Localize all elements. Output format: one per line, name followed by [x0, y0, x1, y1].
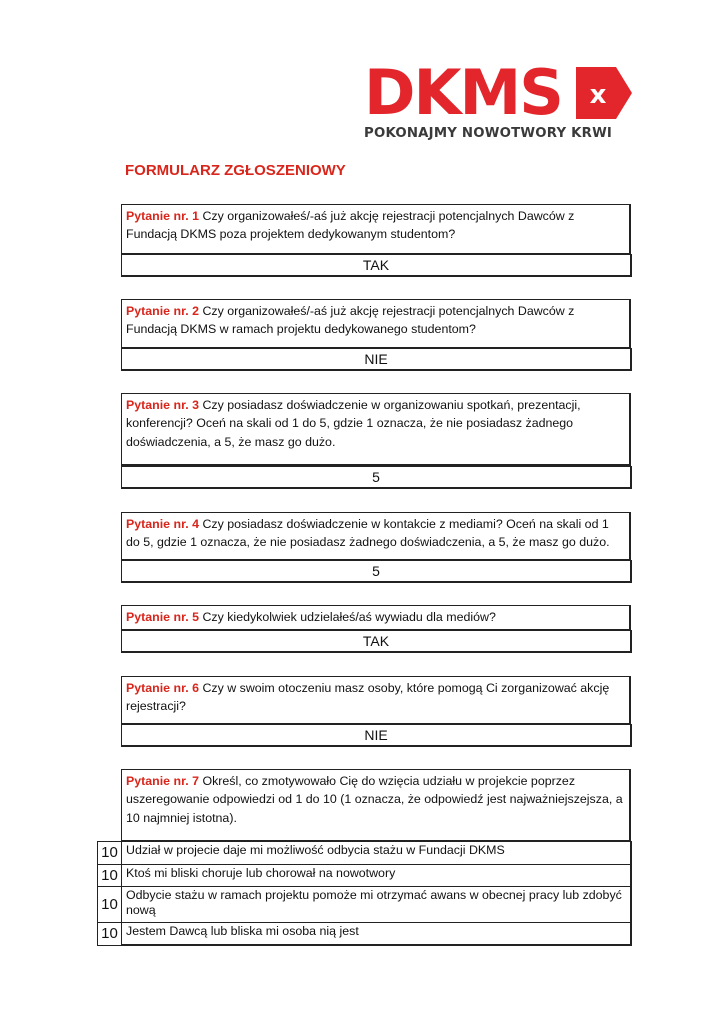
form-title: FORMULARZ ZGŁOSZENIOWY	[125, 162, 346, 179]
ranking-3-label: Odbycie stażu w ramach projektu pomoże mi otrzymać awans w obecnej pracy lub zdobyć nową	[121, 886, 632, 923]
ranking-3-value[interactable]: 10	[97, 886, 122, 923]
ranking-2-label: Ktoś mi bliski choruje lub chorował na nowotwory	[121, 864, 632, 887]
logo-wordmark: DKMS	[364, 56, 562, 129]
question-6-text	[122, 677, 629, 716]
question-6-box	[121, 676, 631, 725]
question-7-body: Określ, co zmotywowało Cię do wzięcia udziału w projekcie poprzez uszeregowanie odpowiedzi od 1 do 10 (1 oznacza, że odpowiedź jest najważniejszejsza, a 10 najmniej istotna).	[126, 774, 623, 825]
question-1-box	[121, 204, 631, 255]
question-3-box	[121, 393, 631, 466]
question-2-answer[interactable]: NIE	[121, 348, 632, 371]
question-4-answer[interactable]: 5	[121, 560, 632, 583]
question-5-box	[121, 605, 631, 631]
question-7-text	[122, 770, 629, 827]
question-5-answer[interactable]: TAK	[121, 630, 632, 653]
logo-mark-letter: x	[589, 80, 607, 110]
ranking-4-value[interactable]: 10	[97, 922, 122, 946]
dkms-logo	[364, 56, 636, 148]
question-4-body: Czy posiadasz doświadczenie w kontakcie z mediami? Oceń na skali od 1 do 5, gdzie 1 oznacza, że nie posiadasz żadnego doświadczenia, a 5, że masz go dużo.	[126, 517, 610, 550]
question-3-number: Pytanie nr. 3	[126, 398, 200, 412]
question-1-answer[interactable]: TAK	[121, 254, 632, 277]
question-5-number: Pytanie nr. 5	[126, 610, 200, 624]
question-4-text	[122, 513, 629, 552]
ranking-2-value[interactable]: 10	[97, 864, 122, 887]
ranking-1-value[interactable]: 10	[97, 841, 122, 865]
logo-tagline: POKONAJMY NOWOTWORY KRWI	[364, 126, 613, 141]
question-5-text	[122, 606, 629, 626]
question-4-box	[121, 512, 631, 561]
question-7-number: Pytanie nr. 7	[126, 774, 200, 788]
question-6-number: Pytanie nr. 6	[126, 681, 200, 695]
question-7-box	[121, 769, 631, 842]
question-1-body: Czy organizowałeś/-aś już akcję rejestracji potencjalnych Dawców z Fundacją DKMS poza projektem dedykowanym studentom?	[126, 209, 575, 242]
ranking-1-label: Udział w projecie daje mi możliwość odbycia stażu w Fundacji DKMS	[121, 841, 632, 865]
question-1-text	[122, 205, 629, 244]
question-6-body: Czy w swoim otoczeniu masz osoby, które pomogą Ci zorganizować akcję rejestracji?	[126, 681, 610, 714]
question-3-text	[122, 394, 629, 451]
question-4-number: Pytanie nr. 4	[126, 517, 200, 531]
question-3-body: Czy posiadasz doświadczenie w organizowaniu spotkań, prezentacji, konferencji? Oceń na skali od 1 do 5, gdzie 1 oznacza, że nie posiadasz żadnego doświadczenia, a 5, że masz go dużo.	[126, 398, 581, 449]
question-2-body: Czy organizowałeś/-aś już akcję rejestracji potencjalnych Dawców z Fundacją DKMS w ramach projektu dedykowanego studentom?	[126, 304, 575, 337]
logo-x-badge-icon	[576, 67, 632, 119]
question-5-body: Czy kiedykolwiek udzielałeś/aś wywiadu dla mediów?	[199, 610, 496, 624]
question-2-text	[122, 300, 629, 339]
question-6-answer[interactable]: NIE	[121, 724, 632, 747]
question-2-box	[121, 299, 631, 349]
question-3-answer[interactable]: 5	[121, 466, 632, 489]
question-1-number: Pytanie nr. 1	[126, 209, 200, 223]
question-2-number: Pytanie nr. 2	[126, 304, 200, 318]
ranking-4-label: Jestem Dawcą lub bliska mi osoba nią jest	[121, 922, 632, 946]
